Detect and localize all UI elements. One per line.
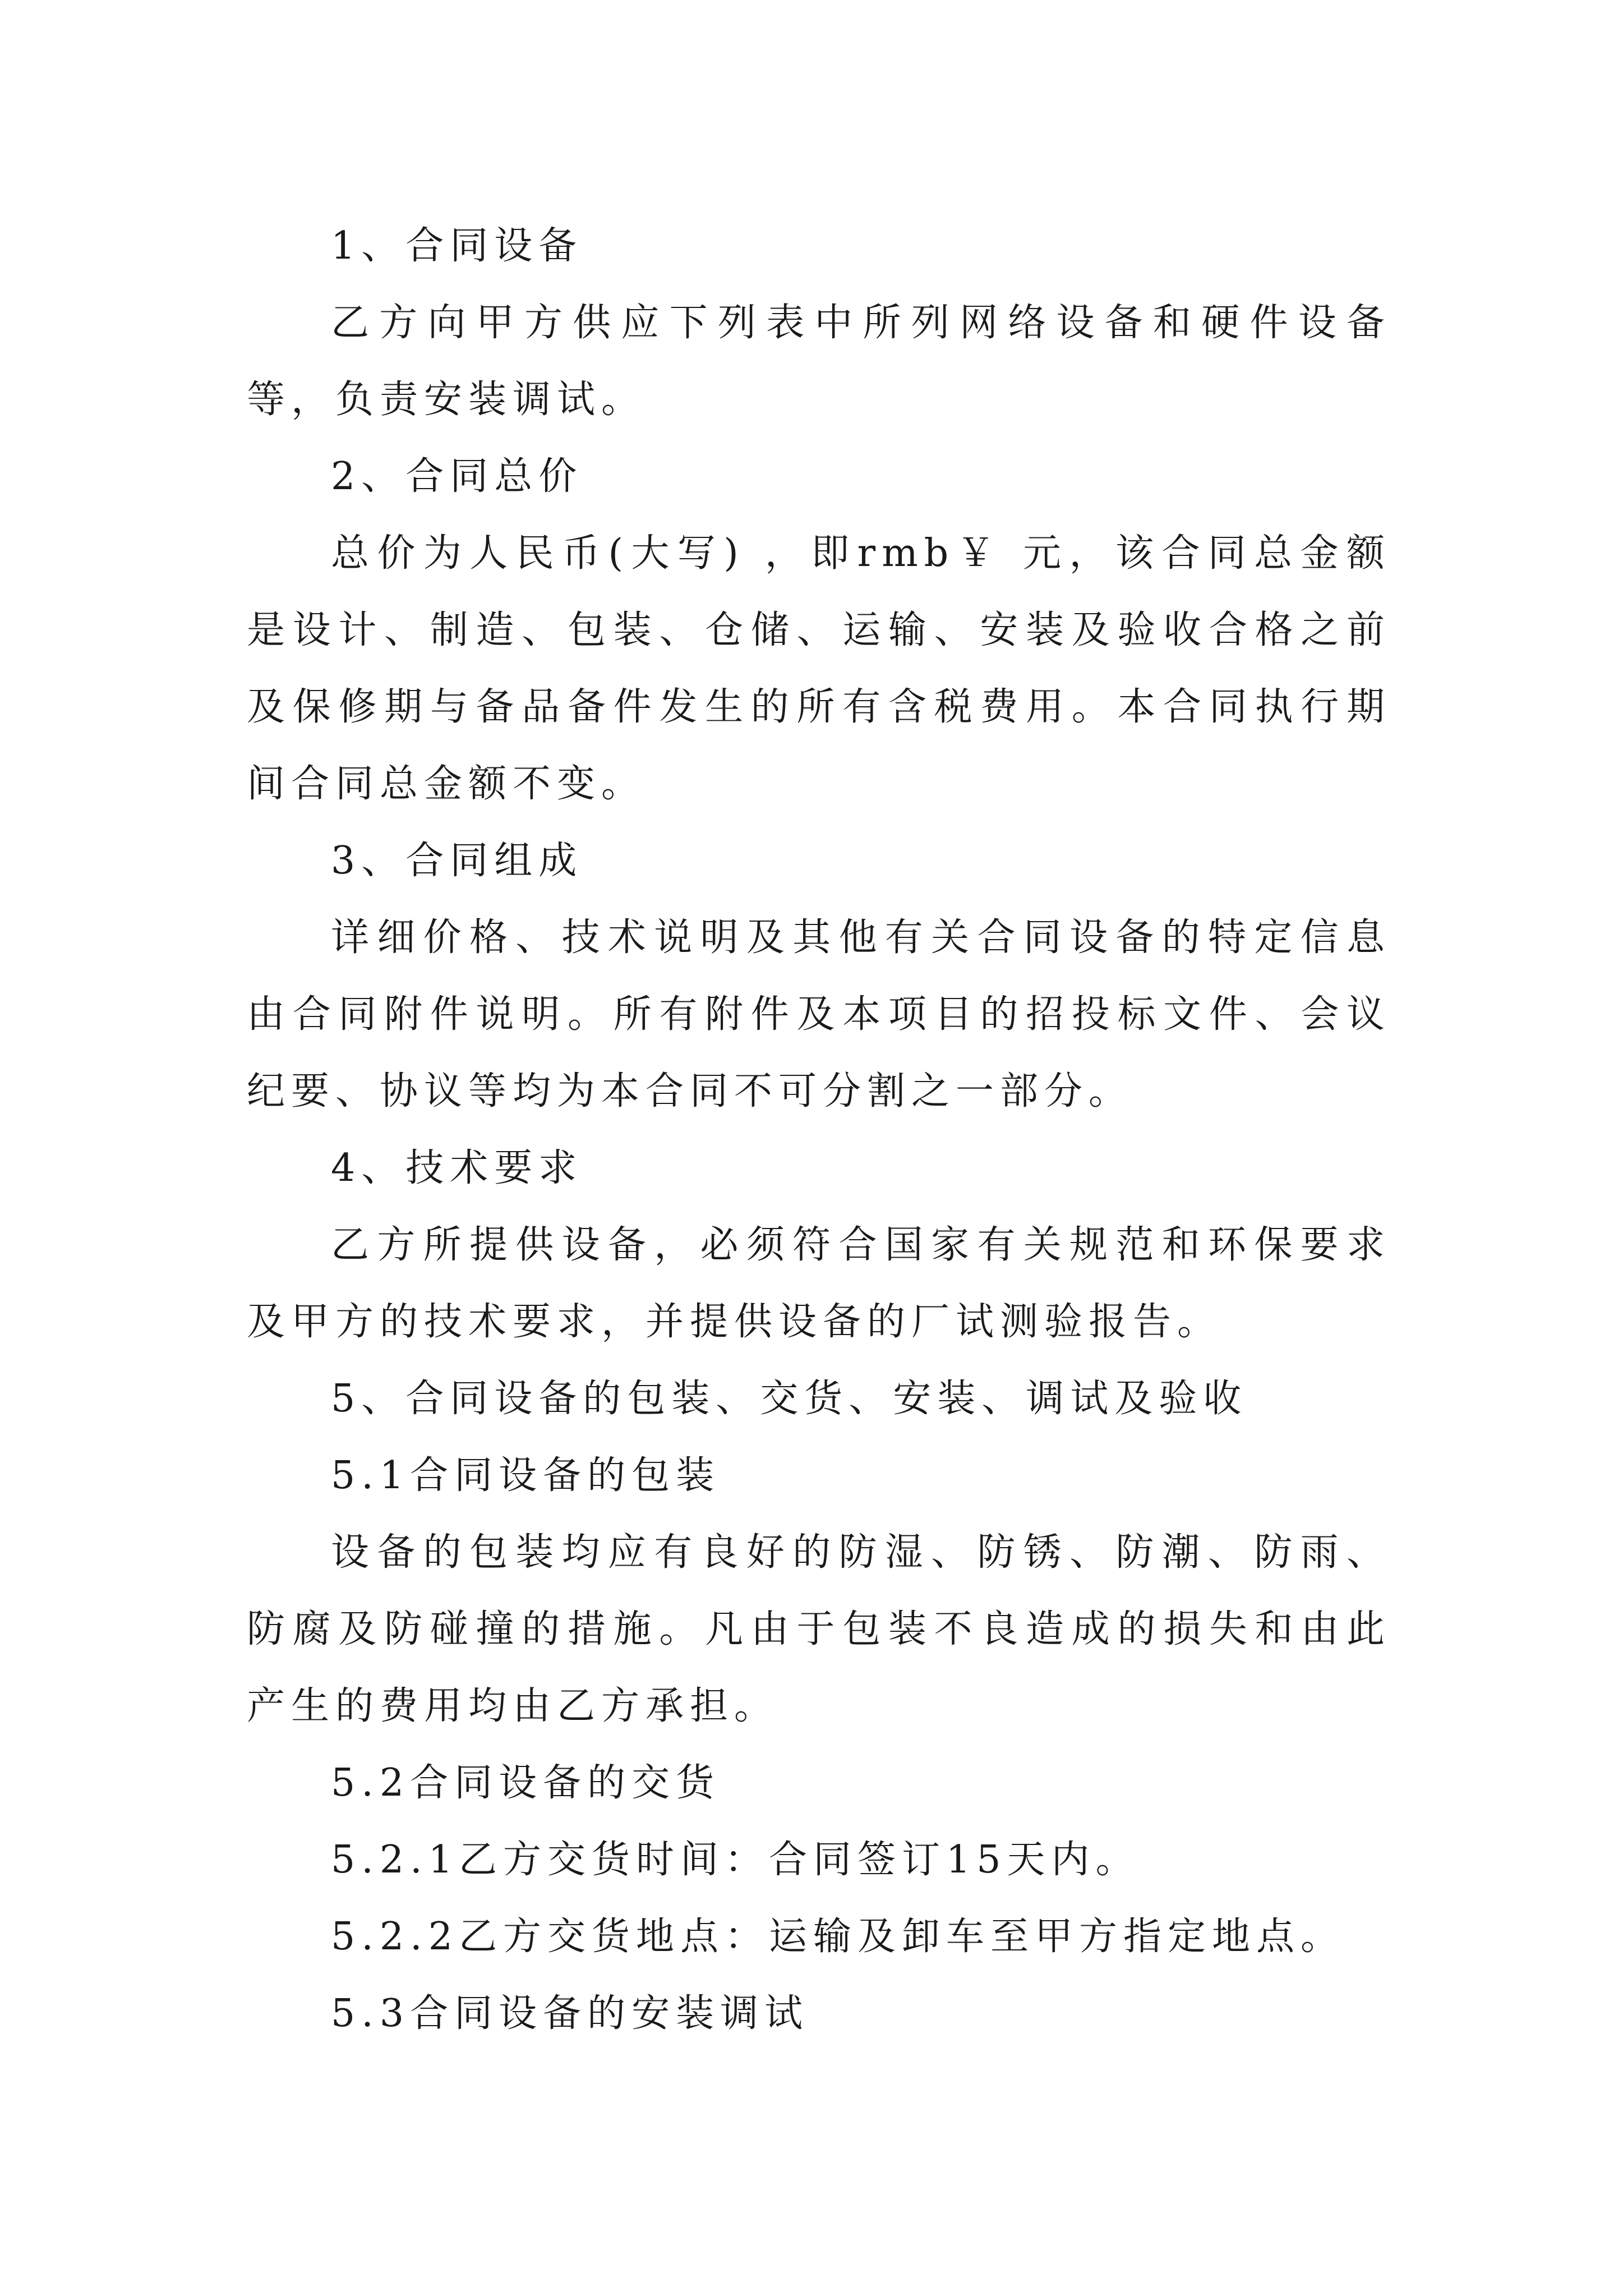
clause-5-2-2: 5.2.2乙方交货地点：运输及卸车至甲方指定地点。: [331, 1915, 1345, 1959]
section-heading-2: 2、合同总价: [331, 454, 583, 499]
paragraph-technical: 乙方所提供设备，必须符合国家有关规范和环保要求及甲方的技术要求，并提供设备的厂试测验报告。: [247, 1223, 1391, 1344]
paragraph-total-price: 总价为人民币(大写) ，即rmb￥ 元，该合同总金额是设计、制造、包装、仓储、运输、安装及验收合格之前及保修期与备品备件发生的所有含税费用。本合同执行期间合同总金额不变。: [247, 531, 1391, 806]
subsection-heading-5-3: 5.3合同设备的安装调试: [331, 1991, 809, 2036]
paragraph-equipment: 乙方向甲方供应下列表中所列网络设备和硬件设备等，负责安装调试。: [247, 301, 1391, 422]
subsection-heading-5-2: 5.2合同设备的交货: [331, 1761, 721, 1805]
section-heading-3: 3、合同组成: [331, 839, 583, 883]
subsection-heading-5-1: 5.1合同设备的包装: [331, 1453, 721, 1498]
document-body: [247, 208, 1391, 2052]
section-heading-1: 1、合同设备: [331, 224, 583, 268]
section-heading-5: 5、合同设备的包装、交货、安装、调试及验收: [331, 1377, 1248, 1421]
section-heading-4: 4、技术要求: [331, 1146, 583, 1190]
paragraph-packaging: 设备的包装均应有良好的防湿、防锈、防潮、防雨、防腐及防碰撞的措施。凡由于包装不良造成的损失和由此产生的费用均由乙方承担。: [247, 1530, 1391, 1728]
paragraph-composition: 详细价格、技术说明及其他有关合同设备的特定信息由合同附件说明。所有附件及本项目的招投标文件、会议纪要、协议等均为本合同不可分割之一部分。: [247, 915, 1391, 1114]
clause-5-2-1: 5.2.1乙方交货时间：合同签订15天内。: [331, 1838, 1140, 1882]
